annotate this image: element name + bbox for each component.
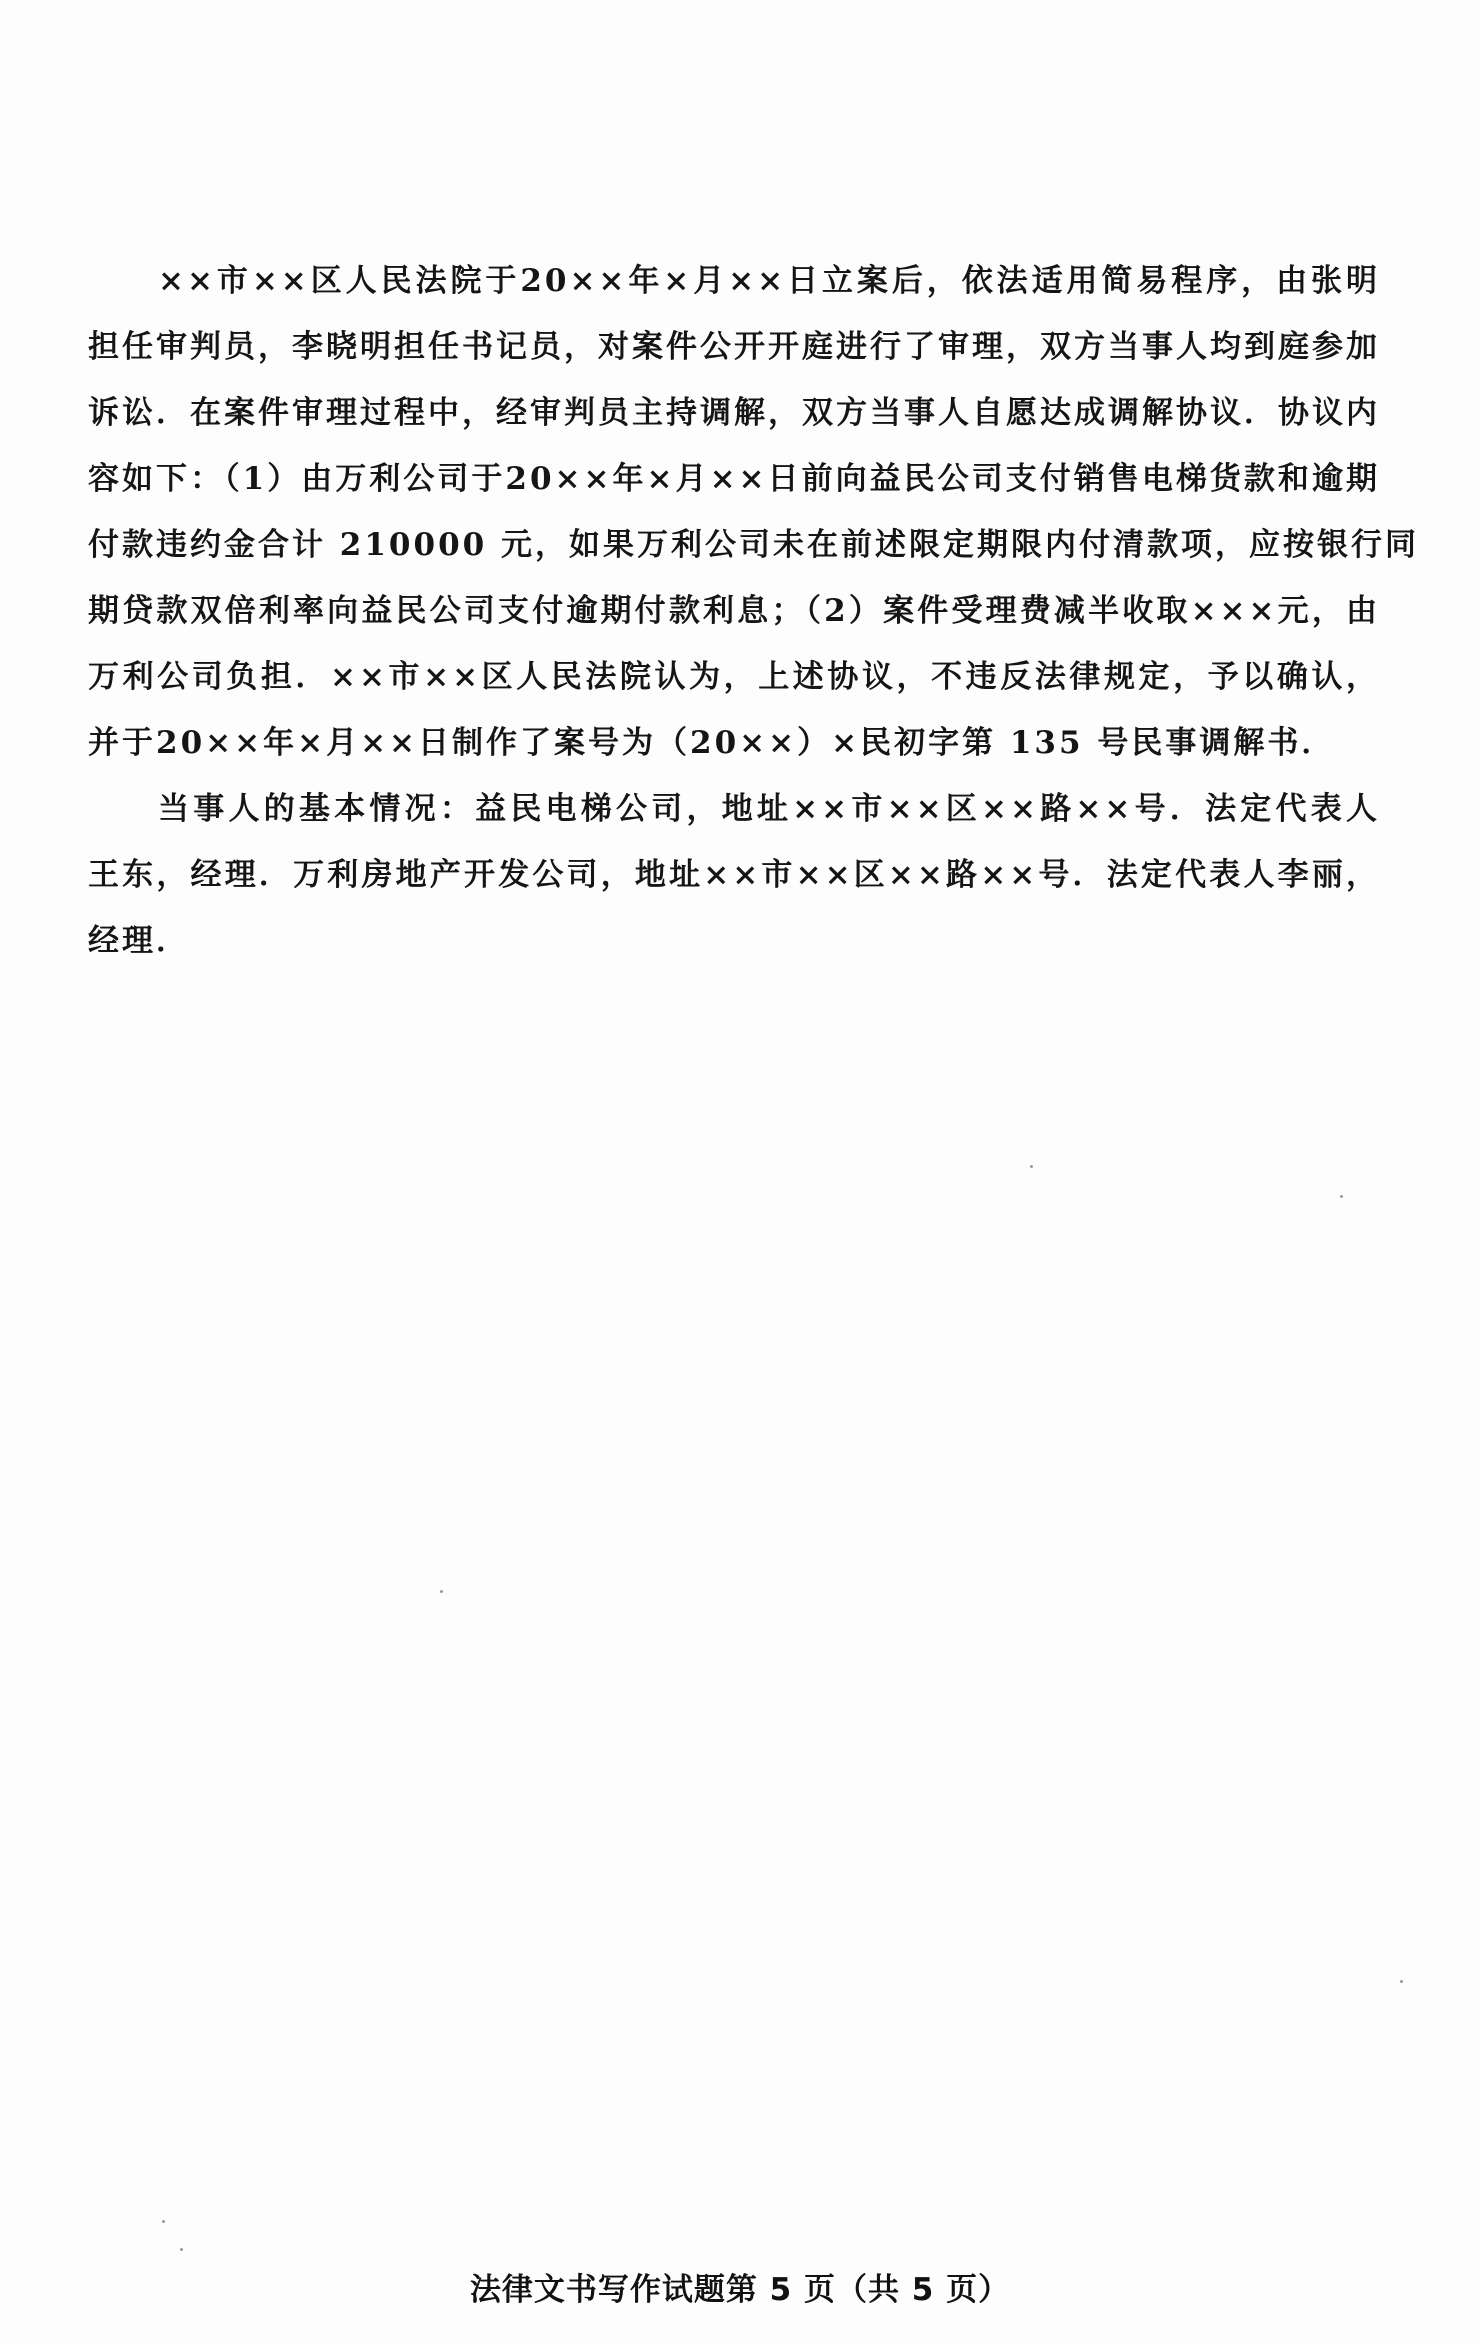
text-line: 王东，经理．万利房地产开发公司，地址××市××区××路××号．法定代表人李丽， [88, 857, 1380, 893]
text-line: 容如下：（1）由万利公司于20××年×月××日前向益民公司支付销售电梯货款和逾期 [88, 461, 1380, 497]
page-footer: 法律文书写作试题第 5 页（共 5 页） [469, 2272, 1011, 2308]
scan-speck [1400, 1980, 1403, 1983]
document-body [88, 248, 1420, 974]
text-line: 当事人的基本情况：益民电梯公司，地址××市××区××路××号．法定代表人 [158, 791, 1380, 827]
text-line: 经理． [88, 923, 190, 959]
scan-speck [162, 2220, 165, 2223]
text-line: 万利公司负担．××市××区人民法院认为，上述协议，不违反法律规定，予以确认， [88, 659, 1380, 695]
text-line: ××市××区人民法院于20××年×月××日立案后，依法适用简易程序，由张明 [158, 263, 1380, 299]
paragraph-parties-info [88, 776, 1388, 974]
text-line: 并于20××年×月××日制作了案号为（20××）×民初字第 135 号民事调解书． [88, 725, 1336, 761]
text-line: 期贷款双倍利率向益民公司支付逾期付款利息；（2）案件受理费减半收取×××元，由 [88, 593, 1380, 629]
paragraph-case-facts [88, 248, 1420, 776]
scan-speck [1340, 1195, 1343, 1198]
scan-speck [440, 1590, 443, 1593]
text-line: 诉讼．在案件审理过程中，经审判员主持调解，双方当事人自愿达成调解协议．协议内 [88, 395, 1380, 431]
text-line: 付款违约金合计 210000 元，如果万利公司未在前述限定期限内付清款项，应按银行同 [88, 527, 1420, 563]
text-line: 担任审判员，李晓明担任书记员，对案件公开开庭进行了审理，双方当事人均到庭参加 [88, 329, 1380, 365]
scan-speck [1030, 1165, 1033, 1168]
scan-speck [180, 2248, 183, 2251]
